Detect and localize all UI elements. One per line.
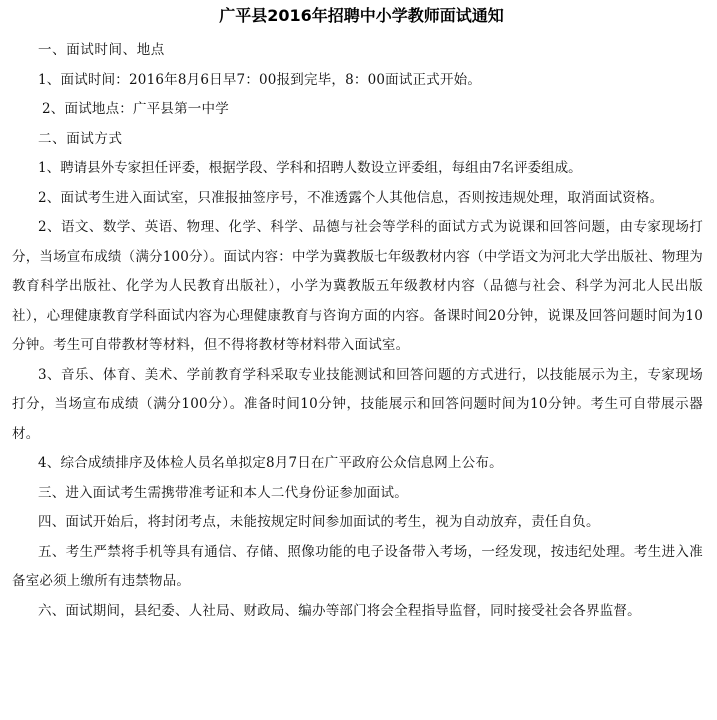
paragraph-results-publication: 4、综合成绩排序及体检人员名单拟定8月7日在广平政府公众信息网上公布。: [38, 455, 503, 471]
paragraph-judges: 1、聘请县外专家担任评委，根据学段、学科和招聘人数设立评委组，每组由7名评委组成。: [38, 160, 582, 176]
paragraph-academic-subjects: 2、语文、数学、英语、物理、化学、科学、品德与社会等学科的面试方式为说课和回答问题，由专家现场打分，当场宣布成绩（满分100分）。面试内容：中学为冀教版七年级教材内容（中学语文为河北大学出版社、物理为教育科学出版社、化学为人民教育出版社），小学为冀教版五年级教材内容（品德与社会、科学为河北人民出版社），心理健康教育学科面试内容为心理健康教育与咨询方面的内容。备课时间20分钟，说课及回答问题时间为10分钟。考生可自带教材等材料，但不得将教材等材料带入面试室。: [12, 219, 703, 353]
paragraph-interview-time: 1、面试时间：2016年8月6日早7：00报到完毕，8：00面试正式开始。: [38, 71, 482, 88]
document-body: [12, 36, 703, 626]
paragraph-room-rules: 2、面试考生进入面试室，只准报抽签序号，不准透露个人其他信息，否则按违规处理，取消面试资格。: [38, 189, 664, 206]
paragraph-interview-place: 2、面试地点：广平县第一中学: [42, 101, 229, 117]
section-electronic-devices: 五、考生严禁将手机等具有通信、存储、照像功能的电子设备带入考场，一经发现，按违纪处理。考生进入准备室必须上缴所有违禁物品。: [12, 543, 703, 589]
section-heading-time-place: 一、面试时间、地点: [38, 42, 165, 58]
section-supervision: 六、面试期间，县纪委、人社局、财政局、编办等部门将会全程指导监督，同时接受社会各界监督。: [38, 602, 641, 619]
section-late-arrival: 四、面试开始后，将封闭考点，未能按规定时间参加面试的考生，视为自动放弃，责任自负。: [38, 514, 600, 530]
section-heading-interview-method: 二、面试方式: [38, 130, 123, 147]
paragraph-arts-subjects: 3、音乐、体育、美术、学前教育学科采取专业技能测试和回答问题的方式进行，以技能展示为主，专家现场打分，当场宣布成绩（满分100分）。准备时间10分钟，技能展示和回答问题时间为10分钟。考生可自带展示器材。: [12, 366, 703, 442]
document-title: 广平县2016年招聘中小学教师面试通知: [219, 6, 504, 25]
section-documents-required: 三、进入面试考生需携带准考证和本人二代身份证参加面试。: [38, 484, 408, 501]
